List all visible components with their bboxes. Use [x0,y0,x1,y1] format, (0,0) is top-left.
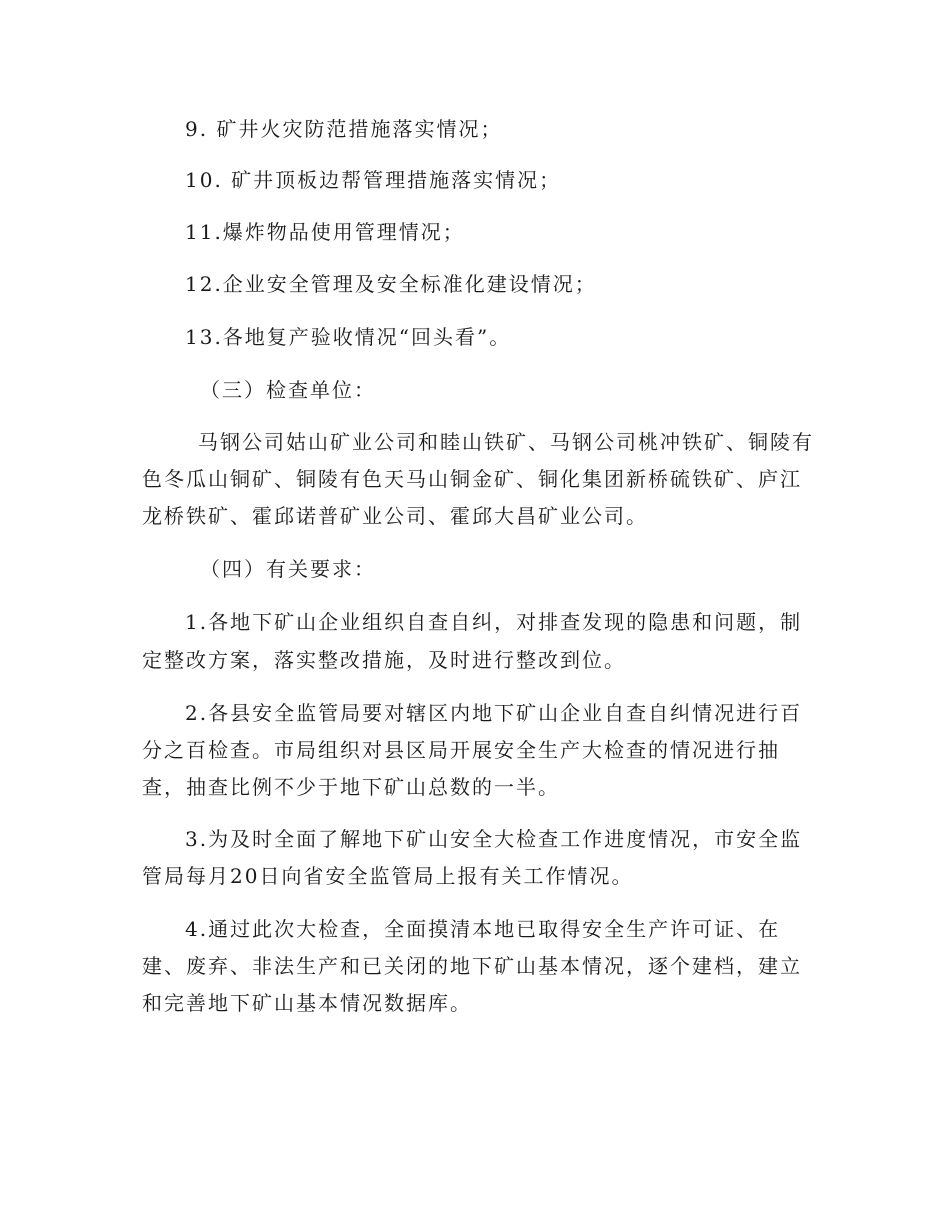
section-heading-requirements: （四）有关要求： [200,557,376,581]
requirement-1-line-2: 定整改方案，落实整改措施，及时进行整改到位。 [142,648,626,672]
requirement-1-line-1: 1.各地下矿山企业组织自查自纠，对排查发现的隐患和问题，制 [185,610,803,634]
requirement-2-line-2: 分之百检查。市局组织对县区局开展安全生产大检查的情况进行抽 [142,738,780,762]
list-item-11: 11.爆炸物品使用管理情况； [185,220,465,244]
requirement-4-line-1: 4.通过此次大检查，全面摸清本地已取得安全生产许可证、在 [185,917,781,941]
list-item-12: 12.企业安全管理及安全标准化建设情况； [185,272,597,296]
inspection-units-line-2: 色冬瓜山铜矿、铜陵有色天马山铜金矿、铜化集团新桥硫铁矿、庐江 [142,467,802,491]
inspection-units-line-3: 龙桥铁矿、霍邱诺普矿业公司、霍邱大昌矿业公司。 [142,504,648,528]
list-item-9: 9. 矿井火灾防范措施落实情况； [185,117,503,141]
section-heading-inspection-units: （三）检查单位： [200,378,376,402]
requirement-4-line-3: 和完善地下矿山基本情况数据库。 [142,991,472,1015]
requirement-3-line-1: 3.为及时全面了解地下矿山安全大检查工作进度情况，市安全监 [185,827,803,851]
requirement-2-line-1: 2.各县安全监管局要对辖区内地下矿山企业自查自纠情况进行百 [185,701,803,725]
requirement-3-line-2: 管局每月20日向省安全监管局上报有关工作情况。 [142,864,634,888]
list-item-10: 10. 矿井顶板边帮管理措施落实情况； [185,168,562,192]
requirement-2-line-3: 查，抽查比例不少于地下矿山总数的一半。 [142,775,560,799]
inspection-units-line-1: 马钢公司姑山矿业公司和睦山铁矿、马钢公司桃冲铁矿、铜陵有 [198,430,814,454]
list-item-13: 13.各地复产验收情况“回头看”。 [185,325,512,349]
requirement-4-line-2: 建、废弃、非法生产和已关闭的地下矿山基本情况，逐个建档，建立 [142,954,802,978]
